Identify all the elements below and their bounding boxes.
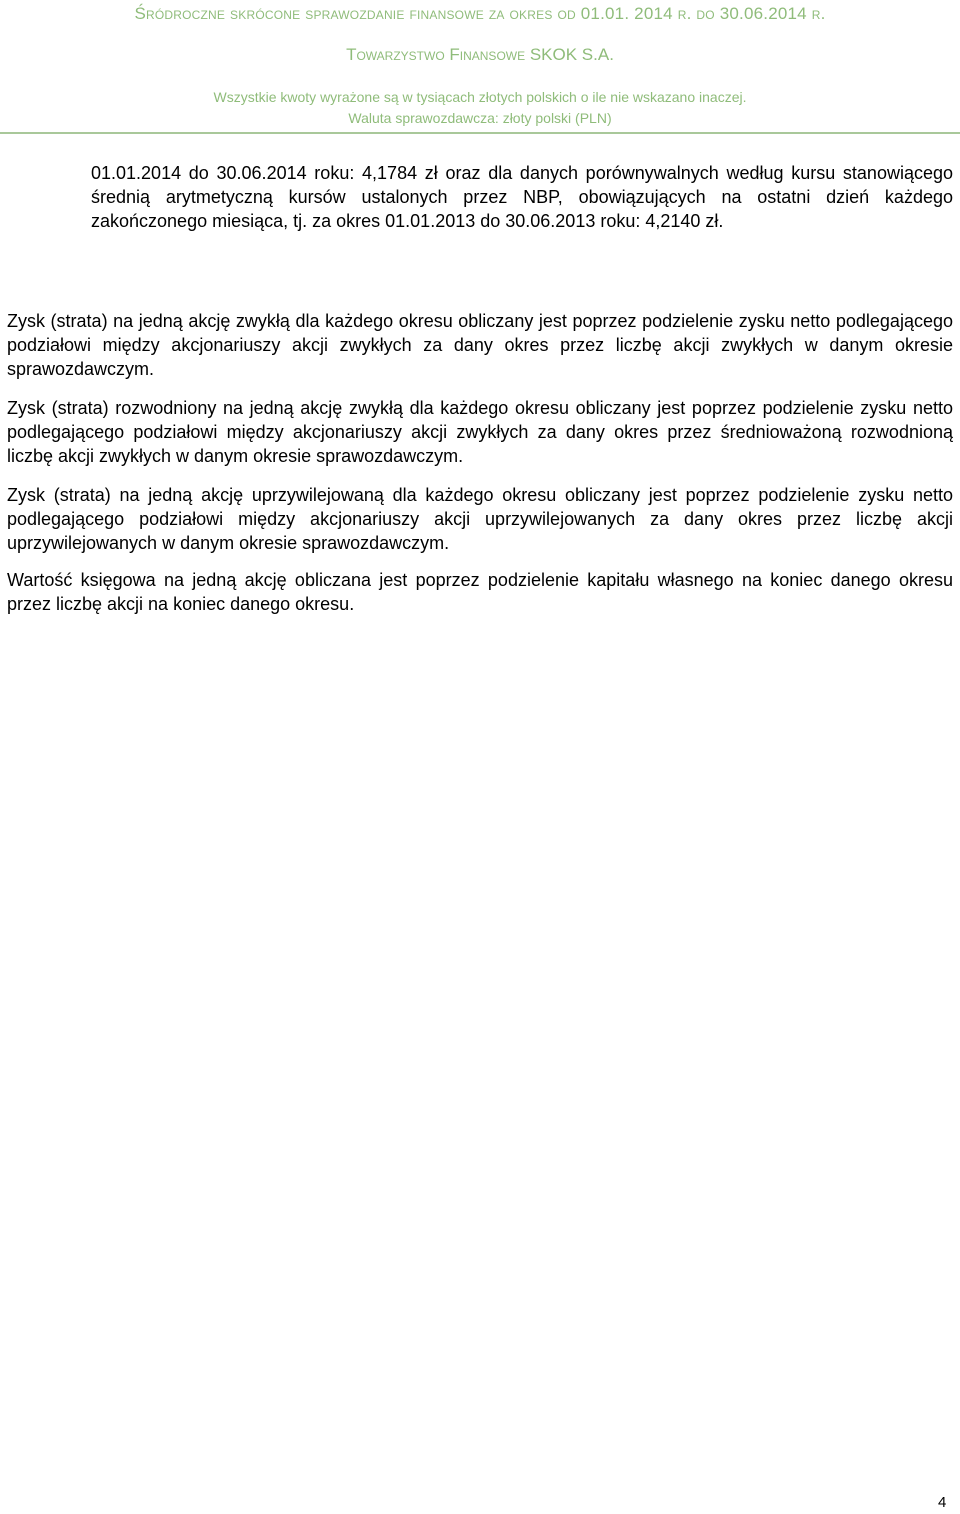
- intro-paragraph: 01.01.2014 do 30.06.2014 roku: 4,1784 zł oraz dla danych porównywalnych według kursu stanowiącego średnią arytmetyczną kursów ustalonych przez NBP, obowiązujących na ostatni dzień każdego zakończonego miesiąca, tj. za okres 01.01.2013 do 30.06.2013 roku: 4,2140 zł.: [91, 163, 953, 231]
- company-name: Towarzystwo Finansowe SKOK S.A.: [346, 45, 614, 64]
- paragraph-diluted-eps: Zysk (strata) rozwodniony na jedną akcję zwykłą dla każdego okresu obliczany jest poprzez podzielenie zysku netto podlegającego podziałowi między akcjonariuszy akcji zwykłych za dany okres przez średnioważoną rozwodnioną liczbę akcji zwykłych w danym okresie sprawozdawczym.: [7, 398, 953, 466]
- paragraph-book-value: Wartość księgowa na jedną akcję obliczana jest poprzez podzielenie kapitału własnego na koniec danego okresu przez liczbę akcji na koniec danego okresu.: [7, 570, 953, 614]
- header-divider: [0, 132, 960, 134]
- currency-note: Waluta sprawozdawcza: złoty polski (PLN): [348, 110, 612, 126]
- page-number: 4: [938, 1494, 947, 1511]
- report-title: Śródroczne skrócone sprawozdanie finansowe za okres od 01.01. 2014 r. do 30.06.2014 r.: [134, 4, 826, 23]
- paragraph-preferred-eps: Zysk (strata) na jedną akcję uprzywilejowaną dla każdego okresu obliczany jest poprzez podzielenie zysku netto podlegającego podziałowi między akcjonariuszy akcji uprzywilejowanych za dany okres przez liczbę akcji uprzywilejowanych w danym okresie sprawozdawczym.: [7, 485, 953, 553]
- paragraph-basic-eps: Zysk (strata) na jedną akcję zwykłą dla każdego okresu obliczany jest poprzez podzielenie zysku netto podlegającego podziałowi między akcjonariuszy akcji zwykłych za dany okres przez liczbę akcji zwykłych w danym okresie sprawozdawczym.: [7, 311, 953, 379]
- amounts-note: Wszystkie kwoty wyrażone są w tysiącach złotych polskich o ile nie wskazano inaczej.: [213, 89, 747, 105]
